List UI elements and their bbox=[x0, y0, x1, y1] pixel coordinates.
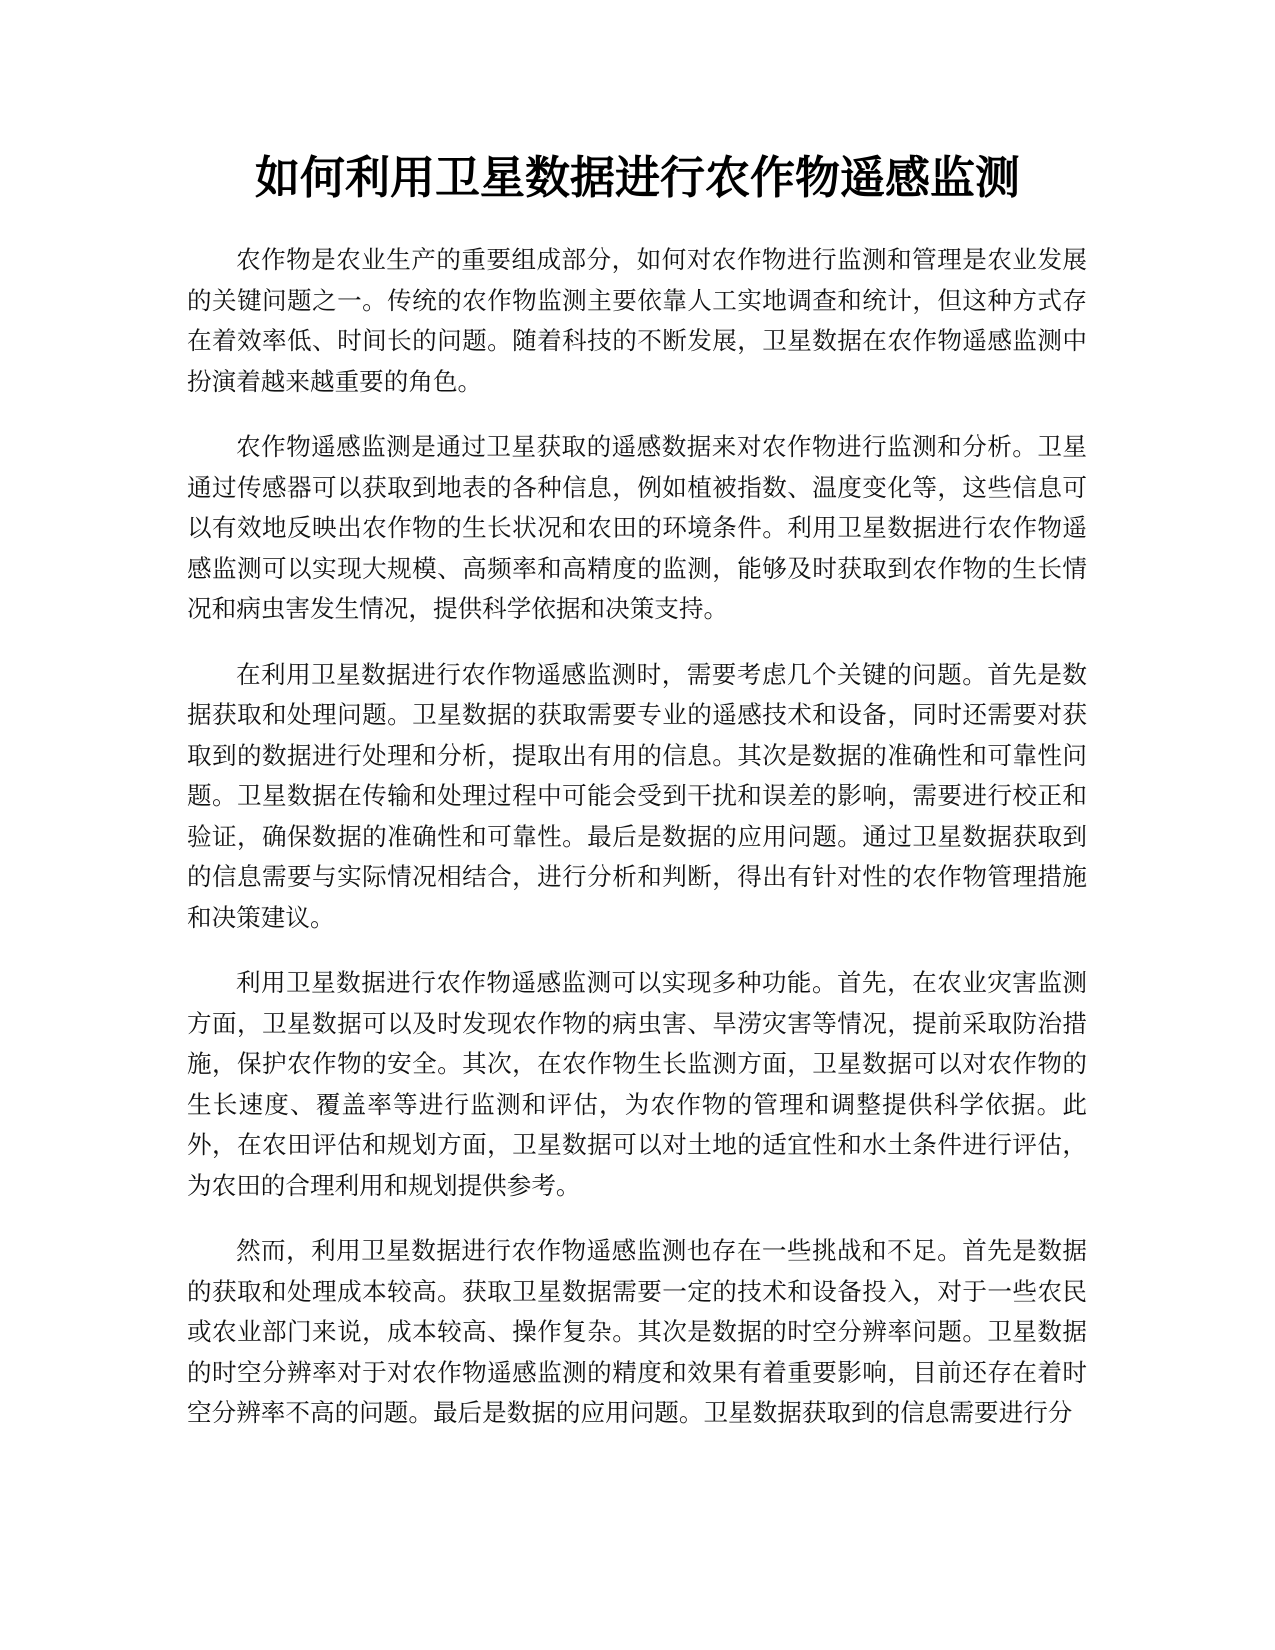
paragraph: 利用卫星数据进行农作物遥感监测可以实现多种功能。首先，在农业灾害监测方面，卫星数据可以及时发现农作物的病虫害、旱涝灾害等情况，提前采取防治措施，保护农作物的安全。其次，在农作物生长监测方面，卫星数据可以对农作物的生长速度、覆盖率等进行监测和评估，为农作物的管理和调整提供科学依据。此外，在农田评估和规划方面，卫星数据可以对土地的适宜性和水土条件进行评估，为农田的合理利用和规划提供参考。 bbox=[187, 968, 1087, 1200]
paragraph: 然而，利用卫星数据进行农作物遥感监测也存在一些挑战和不足。首先是数据的获取和处理成本较高。获取卫星数据需要一定的技术和设备投入，对于一些农民或农业部门来说，成本较高、操作复杂。其次是数据的时空分辨率问题。卫星数据的时空分辨率对于对农作物遥感监测的精度和效果有着重要影响，目前还存在着时空分辨率不高的问题。最后是数据的应用问题。卫星数据获取到的信息需要进行分 bbox=[187, 1236, 1087, 1427]
paragraph: 在利用卫星数据进行农作物遥感监测时，需要考虑几个关键的问题。首先是数据获取和处理问题。卫星数据的获取需要专业的遥感技术和设备，同时还需要对获取到的数据进行处理和分析，提取出有用的信息。其次是数据的准确性和可靠性问题。卫星数据在传输和处理过程中可能会受到干扰和误差的影响，需要进行校正和验证，确保数据的准确性和可靠性。最后是数据的应用问题。通过卫星数据获取到的信息需要与实际情况相结合，进行分析和判断，得出有针对性的农作物管理措施和决策建议。 bbox=[187, 659, 1087, 932]
paragraph: 农作物遥感监测是通过卫星获取的遥感数据来对农作物进行监测和分析。卫星通过传感器可以获取到地表的各种信息，例如植被指数、温度变化等，这些信息可以有效地反映出农作物的生长状况和农田的环境条件。利用卫星数据进行农作物遥感监测可以实现大规模、高频率和高精度的监测，能够及时获取到农作物的生长情况和病虫害发生情况，提供科学依据和决策支持。 bbox=[187, 432, 1087, 623]
document-body bbox=[187, 240, 1087, 1459]
document-title: 如何利用卫星数据进行农作物遥感监测 bbox=[254, 151, 1020, 204]
paragraph: 农作物是农业生产的重要组成部分，如何对农作物进行监测和管理是农业发展的关键问题之一。传统的农作物监测主要依靠人工实地调查和统计，但这种方式存在着效率低、时间长的问题。随着科技的不断发展，卫星数据在农作物遥感监测中扮演着越来越重要的角色。 bbox=[187, 245, 1087, 396]
